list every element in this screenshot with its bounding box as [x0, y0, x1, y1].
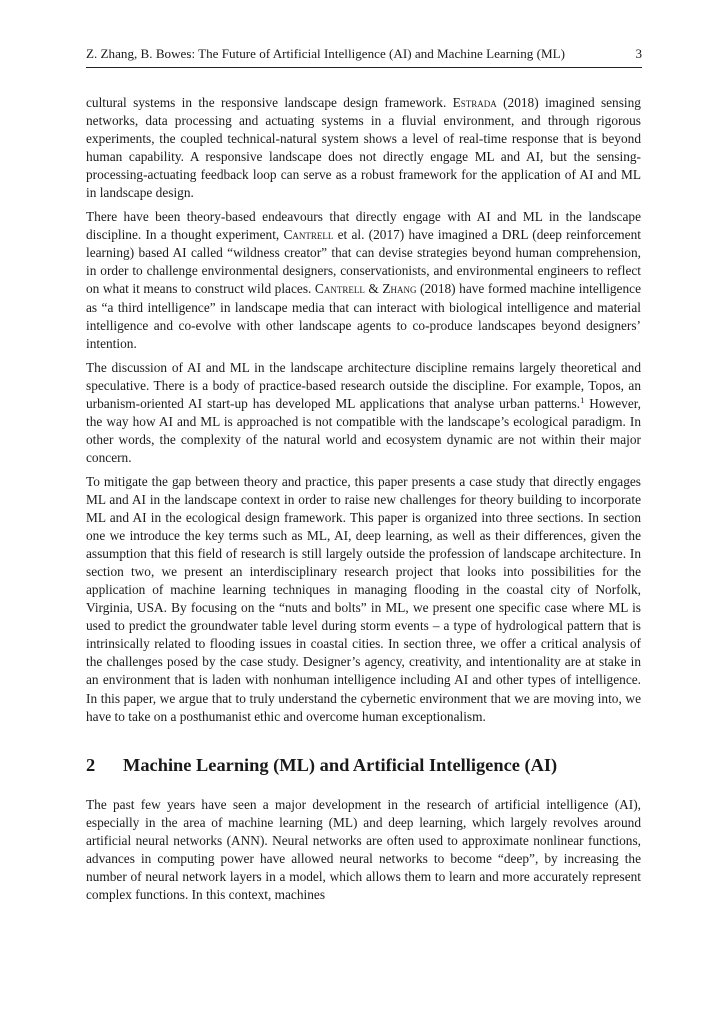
section-number: 2 [86, 754, 96, 775]
running-header [86, 46, 642, 62]
author-citation: Cantrell [283, 227, 334, 243]
page-number: 3 [635, 46, 642, 61]
author-citation: Estrada [452, 95, 497, 110]
paragraph-discussion: The discussion of AI and ML in the landscape architecture discipline remains largely theoretical and speculative. There is a body of practice-based research outside the discipline. For example, Topos, an urbanism-oriented AI start-up has developed ML applications that analyse urban patterns.$^1$ However, the way how AI and ML is approached is not compatible with the landscape’s ecological paradigm. In other words, the complexity of the natural world and ecosystem dynamic are not within their major concern. [86, 359, 642, 465]
footnote-marker: 1 [580, 394, 585, 405]
header-rule [86, 67, 642, 68]
paragraph-ml-intro: The past few years have seen a major development in the research of artificial intelligence (AI), especially in the area of machine learning (ML) and deep learning, which largely revolves around artificial neural networks (ANN). Neural networks are often used to approximate nonlinear functions, advances in computing power have allowed neural networks to become “deep”, by increasing the number of neural network layers in a model, which allows them to learn and more accurately represent complex functions. In this context, machines [86, 796, 641, 902]
running-title: Z. Zhang, B. Bowes: The Future of Artificial Intelligence (AI) and Machine Learning (ML) [86, 46, 565, 61]
section-title: Machine Learning (ML) and Artificial Intelligence (AI) [123, 754, 558, 775]
paragraph-theory-endeavours: There have been theory-based endeavours that directly engage with AI and ML in the landscape discipline. In a thought experiment, Cantrell et al. (2017) have imagined a DRL (deep reinforcement learning) based AI called “wildness creator” that can devise strategies beyond human comprehension, in order to challenge environmental designers, conservationists, and environmental engineers to reflect on what it means to construct wild places. Cantrell & Zhang (2018) have formed machine intelligence as “a third intelligence” in landscape media that can interact with biological intelligence and material intelligence and co-evolve with other landscape agents to co-produce landscapes beyond designers’ intention. [86, 209, 641, 351]
body-text [86, 94, 641, 910]
paragraph-responsive-landscape: cultural systems in the responsive landscape design framework. Estrada (2018) imagined sensing networks, data processing and actuating systems in a fluvial environment, and through rigorous experiments, the coupled technical-natural system shows a level of real-time response that is beyond human capability. A responsive landscape does not directly engage ML and AI, but the sensing-processing-actuating feedback loop can serve as a robust framework for the application of AI and ML in landscape design. [86, 95, 641, 201]
author-citation: Zhang [382, 281, 417, 297]
paragraph-paper-outline: To mitigate the gap between theory and practice, this paper presents a case study that directly engages ML and AI in the landscape context in order to raise new challenges for theory building to incorporate ML and AI in the ecological design framework. This paper is organized into three sections. In section one we introduce the key terms such as ML, AI, deep learning, as well as their differences, given the assumption that this field of research is still largely outside the profession of landscape architecture. In section two, we present an interdisciplinary research project that looks into possibilities for the application of machine learning techniques in managing flooding in the coastal city of Norfolk, Virginia, USA. By focusing on the “nuts and bolts” in ML, we present one specific case where ML is used to predict the groundwater table level during storm events – a type of hydrological pattern that is intrinsically related to flooding issues in coastal cities. In section three, we offer a critical analysis of the challenges posed by the case study. Designer’s agency, creativity, and intentionality are at stake in an environment that is laden with nonhuman intelligence including AI and other types of intelligence. In this paper, we argue that to truly understand the cybernetic environment that we are moving into, we have to take on a posthumanist ethic and overcome human exceptionalism. [86, 473, 641, 724]
section-heading [86, 754, 641, 776]
author-citation: Cantrell [314, 281, 365, 297]
